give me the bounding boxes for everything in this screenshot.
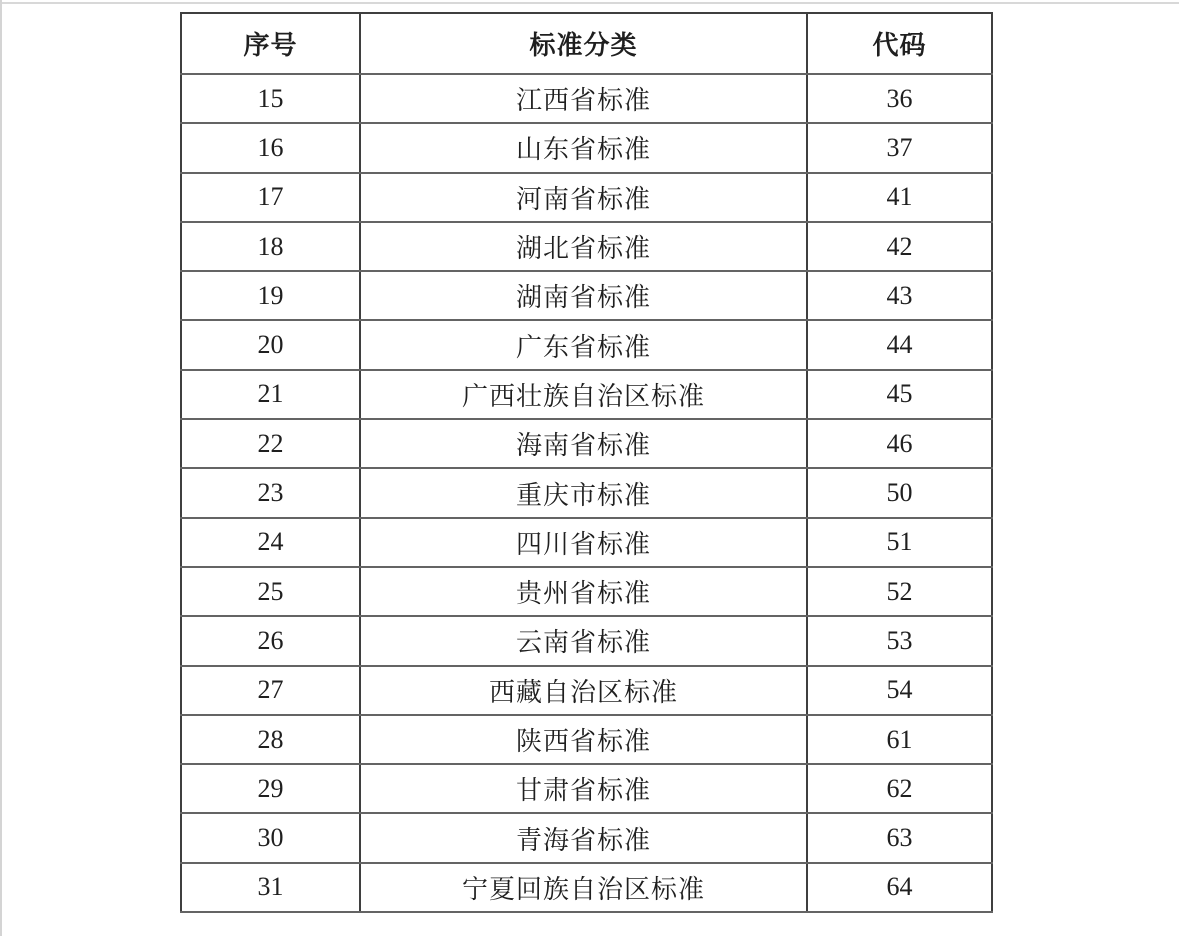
row-number-cell: 22	[181, 419, 360, 468]
code-cell: 41	[807, 173, 992, 222]
table-row	[181, 222, 992, 271]
col-header-category: 标准分类	[360, 13, 807, 74]
row-number-cell: 31	[181, 863, 360, 912]
category-cell: 云南省标准	[360, 616, 807, 665]
category-cell: 广西壮族自治区标准	[360, 370, 807, 419]
code-cell: 44	[807, 320, 992, 369]
code-cell: 61	[807, 715, 992, 764]
code-cell: 36	[807, 74, 992, 123]
row-number-cell: 29	[181, 764, 360, 813]
category-cell: 河南省标准	[360, 173, 807, 222]
code-cell: 62	[807, 764, 992, 813]
category-cell: 西藏自治区标准	[360, 666, 807, 715]
table-row	[181, 123, 992, 172]
code-cell: 42	[807, 222, 992, 271]
category-cell: 青海省标准	[360, 813, 807, 862]
page-left-edge-line	[0, 0, 2, 936]
row-number-cell: 21	[181, 370, 360, 419]
code-cell: 51	[807, 518, 992, 567]
table-row	[181, 813, 992, 862]
code-cell: 45	[807, 370, 992, 419]
table-row	[181, 715, 992, 764]
col-header-code: 代码	[807, 13, 992, 74]
row-number-cell: 26	[181, 616, 360, 665]
table-row	[181, 271, 992, 320]
table-row	[181, 616, 992, 665]
table-row	[181, 666, 992, 715]
row-number-cell: 24	[181, 518, 360, 567]
row-number-cell: 28	[181, 715, 360, 764]
code-cell: 37	[807, 123, 992, 172]
row-number-cell: 27	[181, 666, 360, 715]
table-row	[181, 468, 992, 517]
category-cell: 陕西省标准	[360, 715, 807, 764]
table-row	[181, 567, 992, 616]
row-number-cell: 17	[181, 173, 360, 222]
row-number-cell: 25	[181, 567, 360, 616]
category-cell: 四川省标准	[360, 518, 807, 567]
table-row	[181, 173, 992, 222]
category-cell: 广东省标准	[360, 320, 807, 369]
table-row	[181, 764, 992, 813]
category-cell: 宁夏回族自治区标准	[360, 863, 807, 912]
table-row	[181, 863, 992, 912]
code-cell: 52	[807, 567, 992, 616]
row-number-cell: 15	[181, 74, 360, 123]
table-row	[181, 518, 992, 567]
row-number-cell: 19	[181, 271, 360, 320]
table-row	[181, 74, 992, 123]
page-top-edge-line	[0, 2, 1179, 4]
code-cell: 43	[807, 271, 992, 320]
row-number-cell: 20	[181, 320, 360, 369]
category-cell: 海南省标准	[360, 419, 807, 468]
code-cell: 54	[807, 666, 992, 715]
row-number-cell: 18	[181, 222, 360, 271]
col-header-number: 序号	[181, 13, 360, 74]
table-row	[181, 419, 992, 468]
code-cell: 53	[807, 616, 992, 665]
category-cell: 江西省标准	[360, 74, 807, 123]
code-cell: 46	[807, 419, 992, 468]
row-number-cell: 16	[181, 123, 360, 172]
category-cell: 湖北省标准	[360, 222, 807, 271]
row-number-cell: 23	[181, 468, 360, 517]
category-cell: 山东省标准	[360, 123, 807, 172]
table-row	[181, 320, 992, 369]
category-cell: 重庆市标准	[360, 468, 807, 517]
row-number-cell: 30	[181, 813, 360, 862]
table-row	[181, 370, 992, 419]
code-cell: 63	[807, 813, 992, 862]
code-cell: 50	[807, 468, 992, 517]
category-cell: 湖南省标准	[360, 271, 807, 320]
category-cell: 甘肃省标准	[360, 764, 807, 813]
code-cell: 64	[807, 863, 992, 912]
table-header-row	[181, 13, 992, 74]
standards-classification-table	[180, 12, 993, 913]
category-cell: 贵州省标准	[360, 567, 807, 616]
